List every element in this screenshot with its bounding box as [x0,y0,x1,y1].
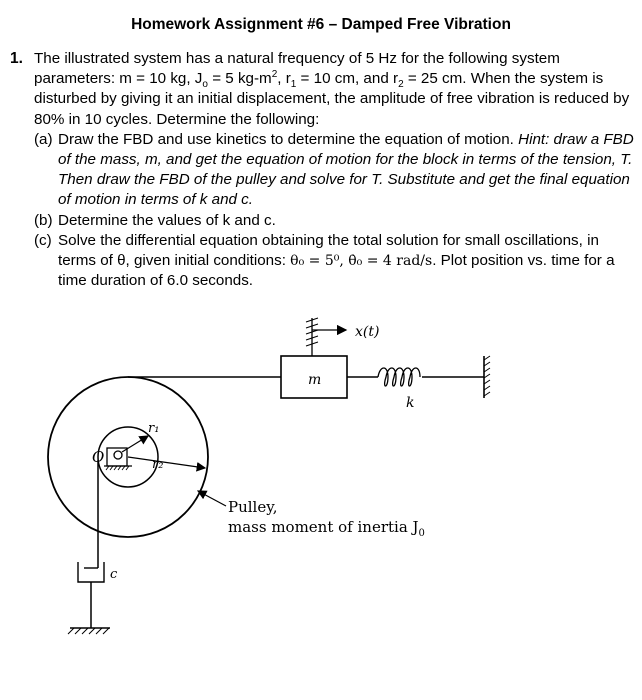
page-title: Homework Assignment #6 – Damped Free Vibration [131,16,511,33]
pulley-label-line2: mass moment of inertia $J_0$ [228,518,425,539]
displacement-label: x(t) [355,324,380,340]
damper-label: c [110,567,118,582]
pulley-label-line1: Pulley, [228,498,278,516]
r2-arrow [128,457,205,468]
pivot-pin [114,451,122,459]
mass-label: m [308,372,322,388]
right-wall-hatch [484,356,490,396]
damper-cylinder [78,562,104,582]
spring [378,368,420,386]
r1-arrow [122,436,148,452]
spring-label: k [406,395,415,411]
part-a: (a) Draw the FBD and use kinetics to determine the equation of motion. Hint: draw a FBD of the mass, m, and get the equation of motion for the block in terms of the tension, T. Then draw the FBD of the pulley and solve for T. Substitute and get the final equation of motion in terms of k and c. [34,130,634,209]
part-c: (c) Solve the differential equation obtaining the total solution for small oscillations, in terms of θ, given initial conditions: θ₀ = 5⁰, θ̇₀ = 4 rad/s. Plot position vs. time for a time duration of 6.0 seconds. [34,231,615,290]
problem-intro: The illustrated system has a natural frequency of 5 Hz for the following system parameters: m = 10 kg, $J_o = 5$ $kg-m^2$, $r_1 = 10$ cm, and $r_2 = 25$ cm. When the system is disturbed by giving it an initial displacement, the amplitude of free vibration is reduced by 80% in 10 cycles. Determine the following: [34,50,630,128]
part-b: (b) Determine the values of k and c. [34,211,276,229]
pulley-pointer [198,491,226,506]
pivot-label: O [92,448,105,466]
problem-number: 1. [10,50,23,67]
r2-label: r₂ [152,457,164,472]
r1-label: r₁ [148,421,160,436]
ground-hatch [68,628,109,634]
